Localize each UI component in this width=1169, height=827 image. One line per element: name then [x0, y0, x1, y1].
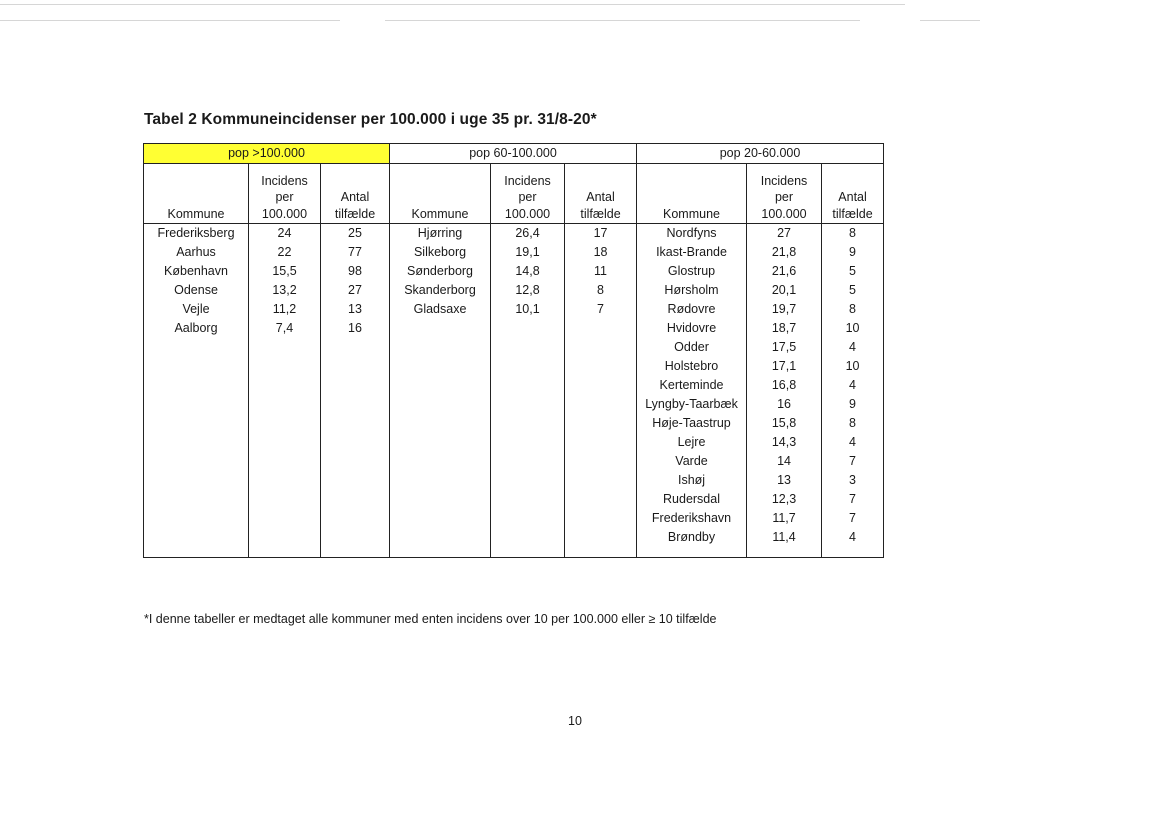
scan-artifact-line	[920, 20, 980, 21]
column-header-incidens	[747, 164, 822, 224]
cell-antal: 9	[822, 243, 884, 262]
column-header-antal	[565, 164, 637, 224]
cell-antal: 98	[321, 262, 390, 281]
cell-antal	[565, 319, 637, 338]
header-text: Antal	[838, 190, 867, 204]
column-header-kommune	[144, 164, 249, 224]
cell-kommune: Vejle	[144, 300, 249, 319]
spacer-cell	[637, 547, 747, 558]
cell-antal: 10	[822, 319, 884, 338]
cell-incidens	[491, 528, 565, 547]
spacer-cell	[491, 547, 565, 558]
table-row	[144, 338, 884, 357]
cell-antal: 10	[822, 357, 884, 376]
cell-antal: 27	[321, 281, 390, 300]
cell-kommune: Aalborg	[144, 319, 249, 338]
table-row	[144, 262, 884, 281]
cell-antal: 4	[822, 338, 884, 357]
header-text: Kommune	[167, 206, 225, 221]
cell-antal: 8	[822, 300, 884, 319]
cell-kommune	[144, 528, 249, 547]
header-text: Incidens	[760, 173, 808, 188]
cell-antal	[321, 395, 390, 414]
cell-incidens	[249, 528, 321, 547]
header-text: Kommune	[411, 206, 469, 221]
spacer-cell	[144, 547, 249, 558]
cell-kommune	[390, 395, 491, 414]
cell-kommune: Gladsaxe	[390, 300, 491, 319]
cell-antal: 25	[321, 224, 390, 244]
cell-kommune: Frederiksberg	[144, 224, 249, 244]
cell-antal	[565, 338, 637, 357]
spacer-cell	[822, 547, 884, 558]
cell-incidens: 13,2	[249, 281, 321, 300]
table-title: Tabel 2 Kommuneincidenser per 100.000 i uge 35 pr. 31/8-20*	[144, 111, 597, 128]
cell-kommune: Odder	[637, 338, 747, 357]
cell-antal	[321, 338, 390, 357]
header-text: 100.000	[261, 206, 308, 221]
cell-antal	[565, 414, 637, 433]
cell-antal: 7	[565, 300, 637, 319]
table-row	[144, 452, 884, 471]
cell-incidens	[491, 357, 565, 376]
scan-artifact-line	[385, 20, 860, 21]
cell-antal: 4	[822, 376, 884, 395]
cell-kommune	[390, 509, 491, 528]
cell-antal: 18	[565, 243, 637, 262]
cell-antal: 17	[565, 224, 637, 244]
cell-antal	[321, 376, 390, 395]
column-header-kommune	[390, 164, 491, 224]
cell-incidens	[491, 433, 565, 452]
header-text: Antal	[340, 190, 370, 204]
cell-incidens: 22	[249, 243, 321, 262]
table-row	[144, 281, 884, 300]
cell-incidens	[249, 376, 321, 395]
cell-antal	[321, 528, 390, 547]
table-row	[144, 414, 884, 433]
cell-incidens	[491, 509, 565, 528]
cell-incidens	[249, 395, 321, 414]
header-text: tilfælde	[832, 206, 873, 221]
cell-antal: 7	[822, 490, 884, 509]
header-text: Kommune	[663, 206, 720, 221]
table-row	[144, 300, 884, 319]
cell-antal: 77	[321, 243, 390, 262]
cell-kommune: Hvidovre	[637, 319, 747, 338]
cell-incidens: 14,3	[747, 433, 822, 452]
cell-incidens	[249, 452, 321, 471]
cell-antal: 7	[822, 509, 884, 528]
cell-antal	[321, 509, 390, 528]
cell-antal	[565, 376, 637, 395]
cell-incidens: 7,4	[249, 319, 321, 338]
cell-kommune	[144, 509, 249, 528]
cell-kommune	[144, 471, 249, 490]
header-text: tilfælde	[334, 206, 376, 221]
cell-kommune	[390, 471, 491, 490]
cell-kommune: Sønderborg	[390, 262, 491, 281]
cell-incidens: 17,1	[747, 357, 822, 376]
cell-antal: 4	[822, 433, 884, 452]
cell-incidens	[249, 490, 321, 509]
table-row	[144, 509, 884, 528]
cell-incidens: 16,8	[747, 376, 822, 395]
cell-incidens: 24	[249, 224, 321, 244]
header-text: 100.000	[504, 206, 551, 221]
cell-antal: 4	[822, 528, 884, 547]
cell-kommune: Hørsholm	[637, 281, 747, 300]
table-row	[144, 376, 884, 395]
cell-incidens	[491, 471, 565, 490]
cell-antal: 3	[822, 471, 884, 490]
column-header-antal	[822, 164, 884, 224]
cell-incidens	[249, 357, 321, 376]
cell-antal	[321, 433, 390, 452]
cell-kommune: Skanderborg	[390, 281, 491, 300]
cell-incidens: 15,8	[747, 414, 822, 433]
cell-kommune	[390, 433, 491, 452]
cell-incidens	[491, 452, 565, 471]
cell-antal	[321, 414, 390, 433]
cell-incidens: 17,5	[747, 338, 822, 357]
table-footnote: *I denne tabeller er medtaget alle kommuner med enten incidens over 10 per 100.000 eller ≥ 10 tilfælde	[144, 612, 717, 626]
cell-antal	[321, 490, 390, 509]
cell-kommune	[390, 319, 491, 338]
cell-incidens	[491, 490, 565, 509]
cell-kommune	[390, 338, 491, 357]
cell-incidens: 18,7	[747, 319, 822, 338]
cell-kommune: Glostrup	[637, 262, 747, 281]
cell-incidens: 11,2	[249, 300, 321, 319]
cell-kommune: Silkeborg	[390, 243, 491, 262]
cell-kommune	[390, 357, 491, 376]
cell-antal	[321, 452, 390, 471]
header-text: 100.000	[761, 206, 807, 221]
cell-kommune: Hjørring	[390, 224, 491, 244]
cell-kommune: Rødovre	[637, 300, 747, 319]
cell-antal	[565, 528, 637, 547]
column-header-incidens	[491, 164, 565, 224]
cell-kommune: Høje-Taastrup	[637, 414, 747, 433]
spacer-cell	[747, 547, 822, 558]
cell-antal	[321, 471, 390, 490]
cell-kommune: København	[144, 262, 249, 281]
table-bottom-spacer	[144, 547, 884, 558]
cell-incidens: 19,7	[747, 300, 822, 319]
cell-kommune: Kerteminde	[637, 376, 747, 395]
cell-antal: 11	[565, 262, 637, 281]
cell-kommune: Frederikshavn	[637, 509, 747, 528]
cell-incidens	[491, 395, 565, 414]
scan-artifact-line	[0, 4, 905, 5]
group-header-pop-60-100000: pop 60-100.000	[390, 144, 637, 164]
cell-kommune	[144, 414, 249, 433]
cell-kommune: Ishøj	[637, 471, 747, 490]
table-row	[144, 433, 884, 452]
header-text: Incidens	[261, 173, 308, 188]
cell-kommune	[144, 490, 249, 509]
cell-incidens: 20,1	[747, 281, 822, 300]
column-header-incidens	[249, 164, 321, 224]
cell-kommune: Holstebro	[637, 357, 747, 376]
cell-antal: 7	[822, 452, 884, 471]
cell-incidens	[249, 471, 321, 490]
spacer-cell	[390, 547, 491, 558]
cell-kommune: Ikast-Brande	[637, 243, 747, 262]
cell-incidens: 26,4	[491, 224, 565, 244]
cell-antal	[565, 471, 637, 490]
cell-incidens: 19,1	[491, 243, 565, 262]
cell-antal: 8	[822, 414, 884, 433]
cell-incidens	[249, 433, 321, 452]
group-header-pop-20-60000: pop 20-60.000	[637, 144, 884, 164]
table-row	[144, 395, 884, 414]
cell-antal: 8	[565, 281, 637, 300]
table-row	[144, 357, 884, 376]
cell-kommune: Aarhus	[144, 243, 249, 262]
cell-antal	[565, 490, 637, 509]
cell-kommune: Lejre	[637, 433, 747, 452]
column-header-kommune	[637, 164, 747, 224]
cell-antal: 16	[321, 319, 390, 338]
table-row	[144, 471, 884, 490]
cell-incidens	[249, 414, 321, 433]
cell-kommune	[144, 376, 249, 395]
page-number: 10	[568, 714, 582, 728]
cell-incidens: 12,3	[747, 490, 822, 509]
table-row	[144, 490, 884, 509]
cell-kommune	[390, 452, 491, 471]
cell-incidens: 21,6	[747, 262, 822, 281]
header-text: tilfælde	[580, 206, 621, 221]
cell-kommune: Nordfyns	[637, 224, 747, 244]
cell-incidens: 21,8	[747, 243, 822, 262]
cell-kommune: Lyngby-Taarbæk	[637, 395, 747, 414]
cell-kommune: Odense	[144, 281, 249, 300]
header-text: per	[275, 190, 294, 204]
cell-kommune	[390, 490, 491, 509]
cell-incidens: 14	[747, 452, 822, 471]
cell-kommune: Rudersdal	[637, 490, 747, 509]
spacer-cell	[249, 547, 321, 558]
cell-incidens	[249, 509, 321, 528]
cell-antal: 13	[321, 300, 390, 319]
cell-kommune: Varde	[637, 452, 747, 471]
header-text: per	[774, 190, 794, 204]
cell-incidens	[491, 338, 565, 357]
header-text: Antal	[586, 190, 615, 204]
cell-incidens: 14,8	[491, 262, 565, 281]
cell-incidens	[249, 338, 321, 357]
cell-incidens: 16	[747, 395, 822, 414]
header-text: per	[518, 190, 537, 204]
group-header-pop-over-100000: pop >100.000	[144, 144, 390, 164]
cell-incidens: 11,4	[747, 528, 822, 547]
cell-kommune	[144, 452, 249, 471]
header-text: Incidens	[504, 173, 551, 188]
cell-incidens	[491, 414, 565, 433]
cell-antal	[565, 509, 637, 528]
cell-incidens: 27	[747, 224, 822, 244]
cell-incidens: 12,8	[491, 281, 565, 300]
cell-kommune	[144, 338, 249, 357]
scan-artifact-line	[0, 20, 340, 21]
cell-incidens: 10,1	[491, 300, 565, 319]
cell-incidens: 11,7	[747, 509, 822, 528]
cell-antal: 9	[822, 395, 884, 414]
cell-antal	[565, 433, 637, 452]
table-row	[144, 243, 884, 262]
incidence-table	[143, 143, 884, 558]
spacer-cell	[321, 547, 390, 558]
cell-incidens	[491, 319, 565, 338]
cell-antal	[321, 357, 390, 376]
cell-antal	[565, 395, 637, 414]
cell-antal	[565, 452, 637, 471]
cell-kommune	[390, 376, 491, 395]
table-row	[144, 319, 884, 338]
cell-incidens: 15,5	[249, 262, 321, 281]
cell-antal	[565, 357, 637, 376]
cell-kommune	[144, 395, 249, 414]
table-row	[144, 528, 884, 547]
cell-kommune	[144, 433, 249, 452]
cell-kommune	[390, 414, 491, 433]
table-row	[144, 224, 884, 244]
spacer-cell	[565, 547, 637, 558]
cell-antal: 8	[822, 224, 884, 244]
cell-incidens: 13	[747, 471, 822, 490]
cell-kommune	[390, 528, 491, 547]
cell-incidens	[491, 376, 565, 395]
cell-kommune	[144, 357, 249, 376]
cell-antal: 5	[822, 281, 884, 300]
cell-antal: 5	[822, 262, 884, 281]
cell-kommune: Brøndby	[637, 528, 747, 547]
column-header-antal	[321, 164, 390, 224]
